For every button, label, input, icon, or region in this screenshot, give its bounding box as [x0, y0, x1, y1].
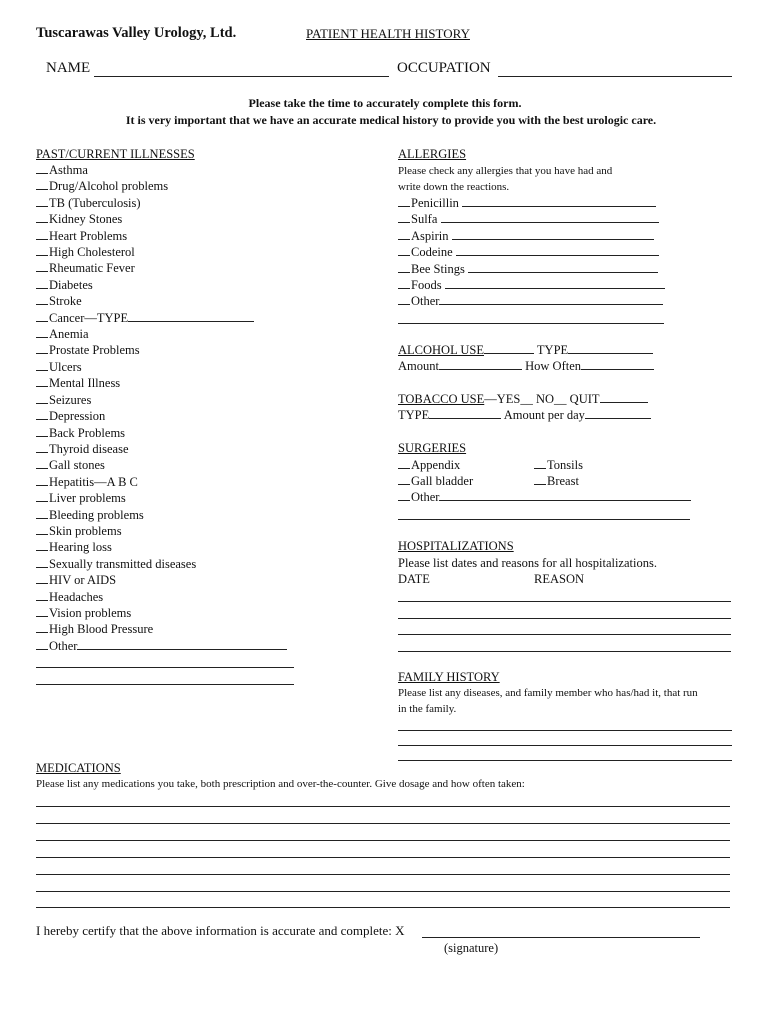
illness-item[interactable]: Skin problems [36, 523, 287, 539]
surgery-item[interactable]: Breast [534, 473, 579, 489]
illnesses-list [36, 162, 287, 654]
illness-item[interactable]: Headaches [36, 589, 287, 605]
tobacco-quit-field[interactable] [600, 391, 648, 403]
illness-item[interactable]: Kidney Stones [36, 211, 287, 227]
illness-item[interactable]: Other [36, 638, 287, 654]
illnesses-extra-line[interactable] [36, 684, 294, 685]
tobacco-type-field[interactable] [429, 407, 501, 419]
tobacco-amount-label: Amount per day [503, 408, 585, 422]
allergies-instruction: write down the reactions. [398, 181, 510, 193]
allergies-extra-line[interactable] [398, 323, 664, 324]
tobacco-type-label: TYPE [398, 408, 430, 422]
intro-line-1: Please take the time to accurately complete this form. [248, 96, 522, 110]
hospitalization-line[interactable] [398, 634, 731, 635]
illness-item[interactable]: High Blood Pressure [36, 621, 287, 637]
illness-item[interactable]: Prostate Problems [36, 342, 287, 358]
allergy-item[interactable]: Penicillin [398, 195, 665, 211]
illness-item[interactable]: Hepatitis—A B C [36, 474, 287, 490]
allergy-item[interactable]: Bee Stings [398, 261, 665, 277]
allergy-item[interactable]: Aspirin [398, 228, 665, 244]
name-label: NAME [46, 60, 91, 76]
allergy-item[interactable]: Other [398, 293, 665, 309]
form-title: PATIENT HEALTH HISTORY [306, 26, 470, 41]
illness-item[interactable]: Seizures [36, 392, 287, 408]
illness-item[interactable]: TB (Tuberculosis) [36, 195, 287, 211]
illnesses-extra-line[interactable] [36, 667, 294, 668]
medication-line[interactable] [36, 840, 730, 841]
surgeries-heading: SURGERIES [398, 441, 467, 455]
alcohol-how-often-label: How Often [525, 359, 581, 373]
illness-item[interactable]: Sexually transmitted diseases [36, 556, 287, 572]
allergy-item[interactable]: Sulfa [398, 211, 665, 227]
illness-item[interactable]: Stroke [36, 293, 287, 309]
illness-item[interactable]: Gall stones [36, 457, 287, 473]
medication-line[interactable] [36, 806, 730, 807]
hospitalization-line[interactable] [398, 651, 731, 652]
illnesses-heading: PAST/CURRENT ILLNESSES [36, 147, 195, 161]
illness-item[interactable]: Liver problems [36, 490, 287, 506]
surgery-item[interactable]: Gall bladder [398, 473, 473, 489]
surgeries-extra-line[interactable] [398, 519, 690, 520]
name-field[interactable] [94, 76, 389, 77]
surgery-item[interactable]: Appendix [398, 457, 460, 473]
reason-label: REASON [534, 572, 585, 586]
hospitalization-line[interactable] [398, 618, 731, 619]
medications-instruction: Please list any medications you take, both prescription and over-the-counter. Give dosage and how often taken: [36, 778, 525, 790]
tobacco-type-row [398, 407, 651, 423]
alcohol-amount-field[interactable] [439, 358, 522, 370]
illness-item[interactable]: Heart Problems [36, 228, 287, 244]
illness-item[interactable]: Vision problems [36, 605, 287, 621]
tobacco-row [398, 391, 648, 407]
family-history-line[interactable] [398, 745, 732, 746]
medication-line[interactable] [36, 874, 730, 875]
allergies-list [398, 195, 665, 310]
family-history-line[interactable] [398, 760, 732, 761]
alcohol-amount-label: Amount [398, 359, 439, 373]
hospitalizations-heading: HOSPITALIZATIONS [398, 539, 514, 553]
intro-line-2: It is very important that we have an accurate medical history to provide you with the best urologic care. [125, 113, 657, 127]
alcohol-label: ALCOHOL USE [398, 343, 484, 357]
date-label: DATE [398, 572, 430, 586]
alcohol-how-often-field[interactable] [581, 358, 654, 370]
illness-item[interactable]: Hearing loss [36, 539, 287, 555]
family-history-line[interactable] [398, 730, 732, 731]
tobacco-amount-field[interactable] [585, 407, 651, 419]
alcohol-field[interactable] [484, 342, 534, 354]
allergy-item[interactable]: Codeine [398, 244, 665, 260]
signature-label: (signature) [444, 941, 499, 955]
illness-item[interactable]: Diabetes [36, 277, 287, 293]
illness-item[interactable]: Asthma [36, 162, 287, 178]
illness-item[interactable]: Back Problems [36, 425, 287, 441]
surgery-item[interactable]: Other [398, 489, 691, 505]
signature-field[interactable] [422, 937, 700, 938]
illness-item[interactable]: Thyroid disease [36, 441, 287, 457]
family-history-heading: FAMILY HISTORY [398, 670, 500, 684]
illness-item[interactable]: Ulcers [36, 359, 287, 375]
illness-item[interactable]: Bleeding problems [36, 507, 287, 523]
illness-item[interactable]: HIV or AIDS [36, 572, 287, 588]
alcohol-type-field[interactable] [568, 342, 653, 354]
medication-line[interactable] [36, 891, 730, 892]
medications-heading: MEDICATIONS [36, 761, 121, 775]
illness-item[interactable]: Cancer—TYPE [36, 310, 287, 326]
medication-line[interactable] [36, 823, 730, 824]
certification-statement: I hereby certify that the above information is accurate and complete: X [36, 923, 405, 938]
illness-item[interactable]: Anemia [36, 326, 287, 342]
tobacco-label: TOBACCO USE [398, 392, 485, 406]
medication-line[interactable] [36, 907, 730, 908]
illness-item[interactable]: Depression [36, 408, 287, 424]
allergies-heading: ALLERGIES [398, 147, 467, 161]
occupation-label: OCCUPATION [397, 60, 491, 76]
alcohol-type-label: TYPE [536, 343, 569, 357]
hospitalization-line[interactable] [398, 601, 731, 602]
alcohol-row [398, 342, 653, 358]
medication-line[interactable] [36, 857, 730, 858]
family-history-instruction: in the family. [398, 703, 457, 715]
illness-item[interactable]: Rheumatic Fever [36, 260, 287, 276]
surgery-item[interactable]: Tonsils [534, 457, 583, 473]
alcohol-amount-row [398, 358, 654, 374]
practice-name: Tuscarawas Valley Urology, Ltd. [36, 25, 237, 41]
illness-item[interactable]: Mental Illness [36, 375, 287, 391]
family-history-instruction: Please list any diseases, and family member who has/had it, that run [398, 687, 698, 699]
allergy-item[interactable]: Foods [398, 277, 665, 293]
hospitalizations-instruction: Please list dates and reasons for all hospitalizations. [398, 556, 657, 570]
illness-item[interactable]: Drug/Alcohol problems [36, 178, 287, 194]
tobacco-options[interactable]: —YES__ NO__ QUIT [484, 392, 600, 406]
illness-item[interactable]: High Cholesterol [36, 244, 287, 260]
allergies-instruction: Please check any allergies that you have had and [398, 165, 613, 177]
occupation-field[interactable] [498, 76, 732, 77]
